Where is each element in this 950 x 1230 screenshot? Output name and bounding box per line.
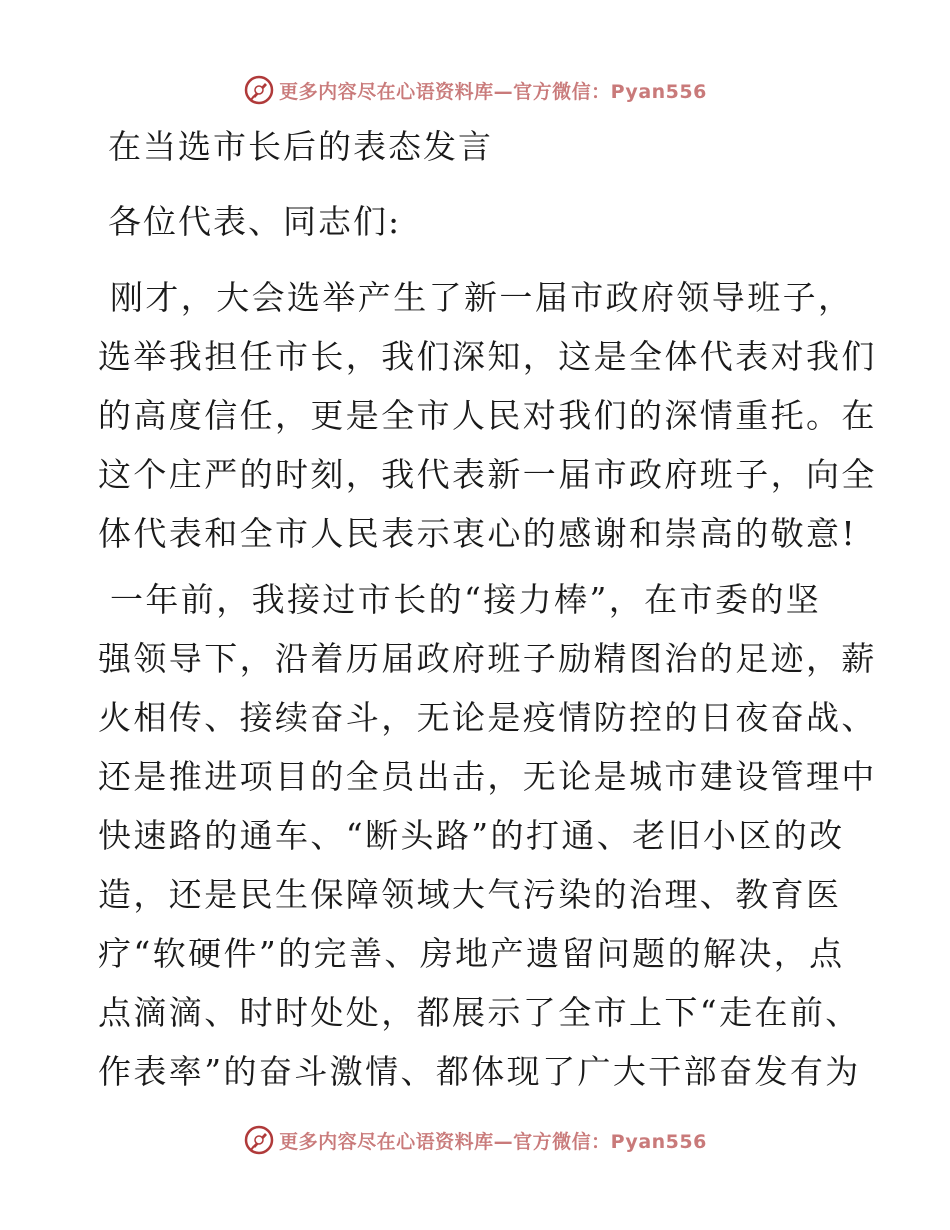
quill-logo-icon — [243, 74, 275, 106]
paragraph-line: 这个庄严的时刻，我代表新一届市政府班子，向全 — [98, 455, 877, 494]
document-title: 在当选市长后的表态发言 — [108, 127, 493, 166]
header-watermark-banner — [0, 70, 950, 110]
paragraph-line: 的高度信任，更是全市人民对我们的深情重托。在 — [98, 396, 877, 435]
paragraph-line: 还是推进项目的全员出击，无论是城市建设管理中 — [98, 757, 877, 796]
paragraph-line: 刚才，大会选举产生了新一届市政府领导班子， — [110, 278, 854, 317]
paragraph-line: 体代表和全市人民表示衷心的感谢和崇高的敬意! — [98, 514, 858, 553]
paragraph-line: 快速路的通车、“断头路”的打通、老旧小区的改 — [98, 816, 845, 855]
header-watermark-text: 更多内容尽在心语资料库—官方微信：Pyan556 — [279, 80, 707, 103]
footer-watermark-text: 更多内容尽在心语资料库—官方微信：Pyan556 — [279, 1130, 707, 1153]
paragraph-line: 疗“软硬件”的完善、房地产遗留问题的解决，点 — [98, 934, 845, 973]
paragraph-line: 强领导下，沿着历届政府班子励精图治的足迹，薪 — [98, 639, 877, 678]
paragraph-line: 一年前，我接过市长的“接力棒”，在市委的坚 — [110, 580, 822, 619]
paragraph-2 — [98, 570, 877, 1101]
paragraph-line: 点滴滴、时时处处，都展示了全市上下“走在前、 — [98, 993, 861, 1032]
paragraph-line: 造，还是民生保障领域大气污染的治理、教育医 — [98, 875, 842, 914]
paragraph-line: 火相传、接续奋斗，无论是疫情防控的日夜奋战、 — [98, 698, 877, 737]
paragraph-line: 作表率”的奋斗激情、都体现了广大干部奋发有为 — [98, 1052, 861, 1091]
paragraph-1 — [98, 268, 877, 563]
salutation: 各位代表、同志们: — [108, 202, 402, 241]
quill-logo-icon — [243, 1124, 275, 1156]
footer-watermark-banner — [0, 1120, 950, 1160]
paragraph-line: 选举我担任市长，我们深知，这是全体代表对我们 — [98, 337, 877, 376]
